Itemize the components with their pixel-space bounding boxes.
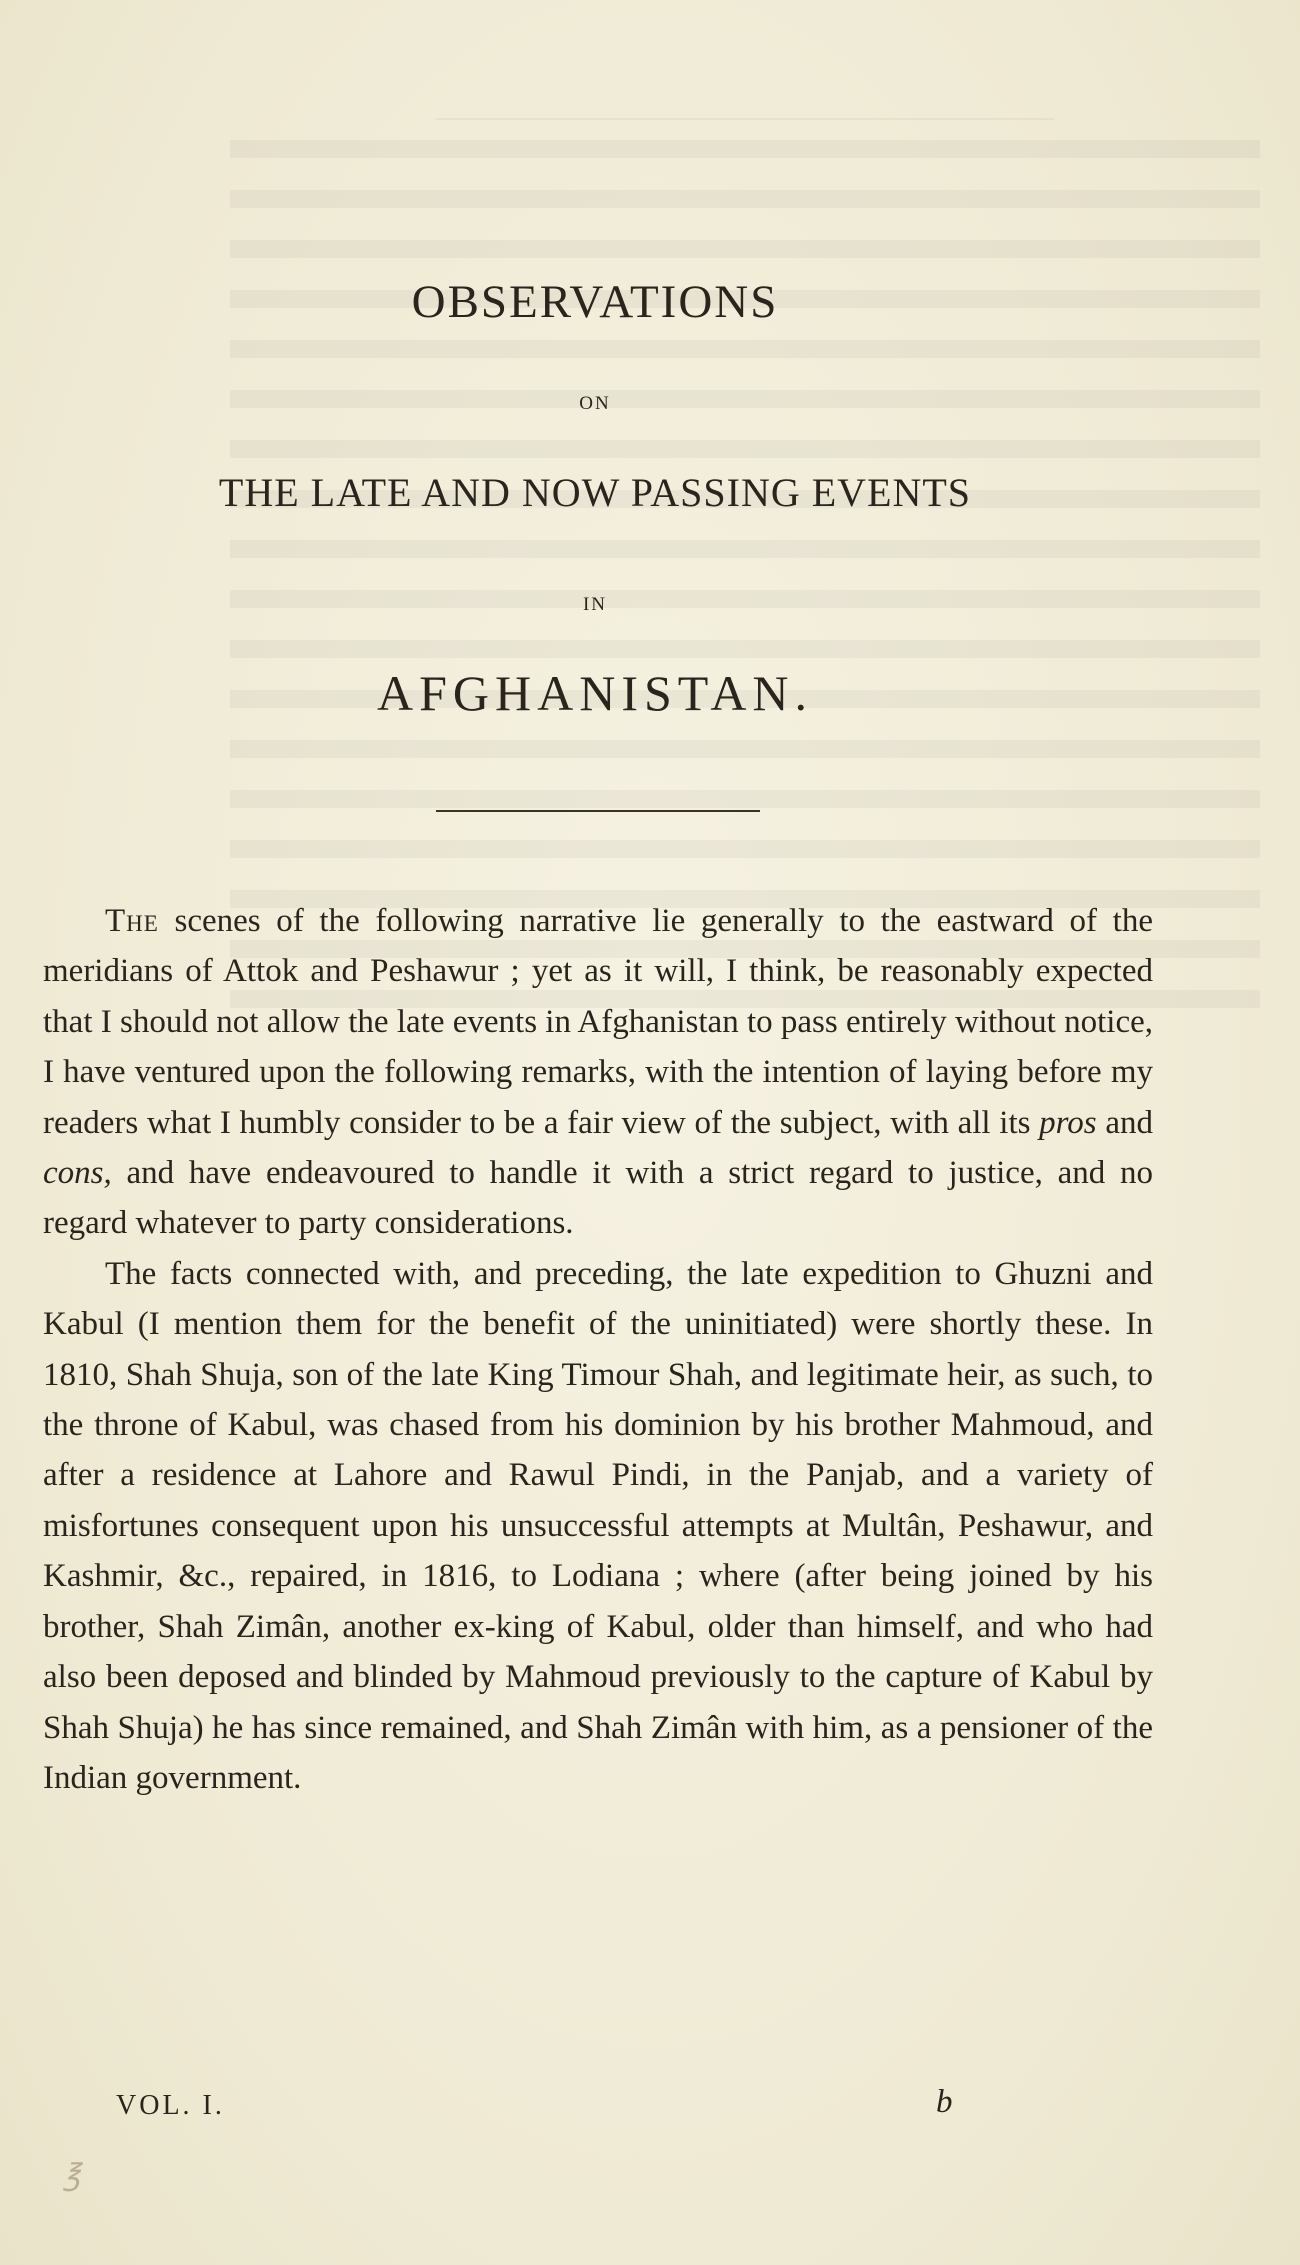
title-connector-on: ON [579, 393, 611, 414]
paragraph-1-text-b: and have endeavoured to handle it with a strict regard to justice, and no regard whatever to party considerations. [43, 1155, 1153, 1242]
page-title: OBSERVATIONS [411, 276, 779, 328]
paragraph-2: The facts connected with, and preceding, the late expedition to Ghuzni and Kabul (I mention them for the benefit of the uninitiated) were shortly these. In 1810, Shah Shuja, son of the late King Timour Shah, and legitimate heir, as such, to the throne of Kabul, was chased from his dominion by his brother Mahmoud, and after a residence at Lahore and Rawul Pindi, in the Panjab, and a variety of misfortunes consequent upon his unsuccessful attempts at Multân, Peshawur, and Kashmir, &c., repaired, in 1816, to Lodiana ; where (after being joined by his brother, Shah Zimân, another ex-king of Kabul, older than himself, and who had also been deposed and blinded by Mahmoud previously to the capture of Kabul by Shah Shuja) he has since remained, and Shah Zimân with him, as a pensioner of the Indian government. [43, 1255, 1153, 1796]
pencil-margin-mark: ℥ [63, 2159, 81, 2192]
signature-mark: b [936, 2084, 953, 2120]
paragraph-lead-word: The [105, 903, 159, 939]
italic-pros: pros [1039, 1104, 1097, 1141]
body-text [43, 896, 1153, 1803]
paragraph-1-text-a: scenes of the following narrative lie generally to the eastward of the meridians of Attok and Peshawur ; yet as it will, I think, be reasonably expected that I should not allow the late events in Afghanistan to pass entirely without notice, I have ventured upon the following remarks, with the intention of laying before my readers what I humbly consider to be a fair view of the subject, with all its [43, 903, 1153, 1141]
paragraph-1 [43, 896, 1153, 1249]
page-subtitle: THE LATE AND NOW PASSING EVENTS [218, 470, 972, 515]
section-divider [436, 810, 760, 812]
paragraph-1-and: and [1096, 1104, 1153, 1141]
volume-marker: VOL. I. [116, 2090, 225, 2121]
title-connector-in: IN [582, 594, 608, 615]
page-title-country: AFGHANISTAN. [376, 665, 814, 721]
italic-cons: cons, [43, 1155, 112, 1192]
